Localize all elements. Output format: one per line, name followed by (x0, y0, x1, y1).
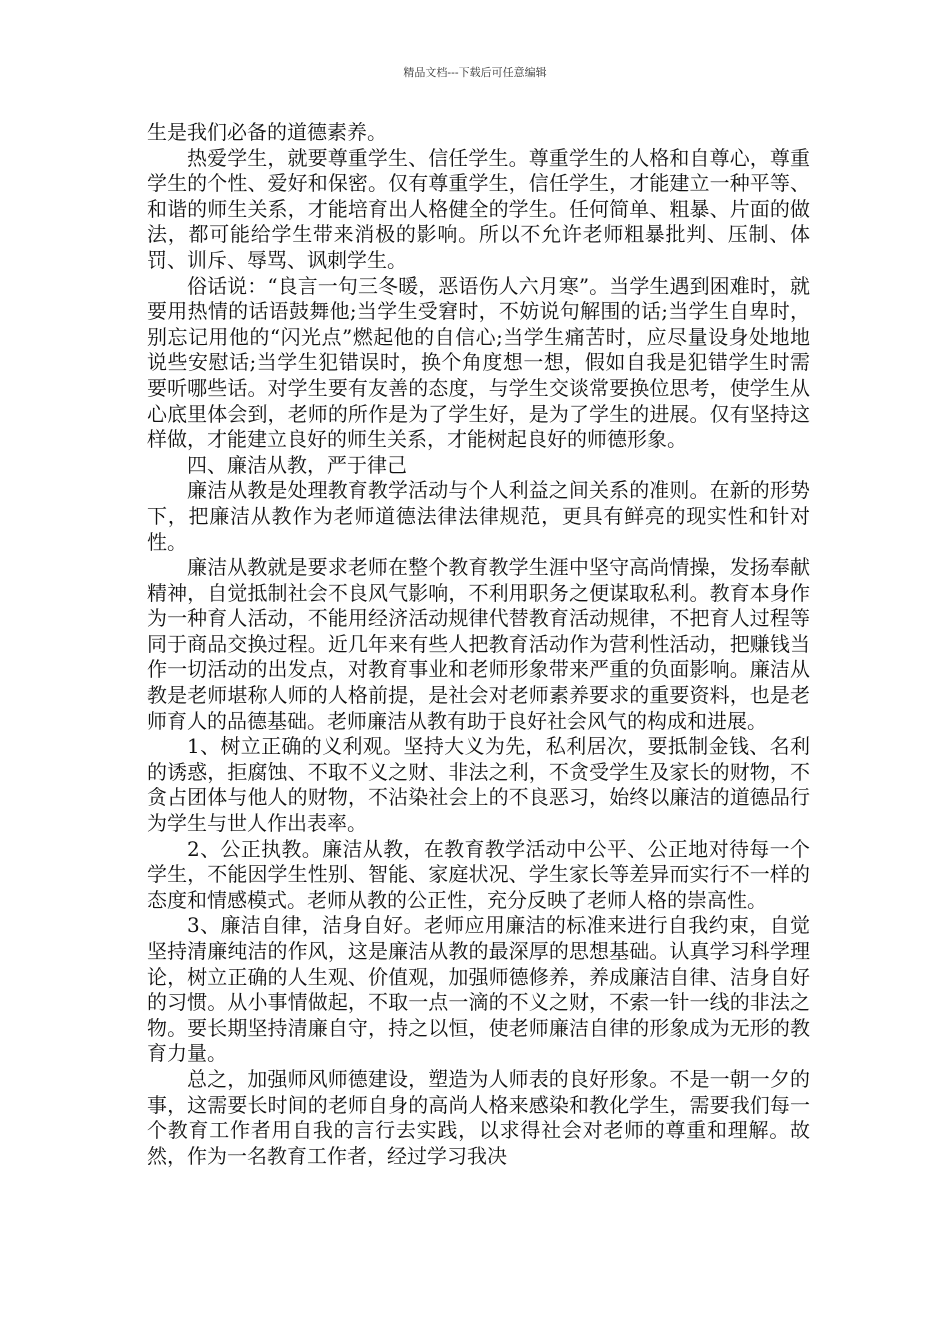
section-heading: 四、廉洁从教，严于律己 (187, 452, 407, 477)
paragraph: 廉洁从教就是要求老师在整个教育教学生涯中坚守高尚情操，发扬奉献精神，自觉抵制社会不良风气影响，不利用职务之便谋取私利。教育本身作为一种育人活动，不能用经济活动规律代替教育活动规律，不把育人过程等同于商品交换过程。近几年来有些人把教育活动作为营利性活动，把赚钱当作一切活动的出发点，对教育事业和老师形象带来严重的负面影响。廉洁从教是老师堪称人师的人格前提，是社会对老师素养要求的重要资料，也是老师育人的品德基础。老师廉洁从教有助于良好社会风气的构成和进展。 (147, 555, 810, 733)
paragraph: 生是我们必备的道德素养。 (147, 120, 387, 144)
paragraph: 总之，加强师风师德建设，塑造为人师表的良好形象。不是一朝一夕的事，这需要长时间的老师自身的高尚人格来感染和教化学生，需要我们每一个教育工作者用自我的言行去实践，以求得社会对老师的尊重和理解。故然，作为一名教育工作者，经过学习我决 (147, 1066, 810, 1168)
document-body (147, 120, 810, 1169)
paragraph: 1、树立正确的义利观。坚持大义为先，私利居次，要抵制金钱、名利的诱惑，拒腐蚀、不取不义之财、非法之利，不贪受学生及家长的财物，不贪占团体与他人的财物，不沾染社会上的不良恶习，始终以廉洁的道德品行为学生与世人作出表率。 (147, 734, 810, 836)
paragraph: 热爱学生，就要尊重学生、信任学生。尊重学生的人格和自尊心，尊重学生的个性、爱好和保密。仅有尊重学生，信任学生，才能建立一种平等、和谐的师生关系，才能培育出人格健全的学生。任何简单、粗暴、片面的做法，都可能给学生带来消极的影响。所以不允许老师粗暴批判、压制、体罚、训斥、辱骂、讽刺学生。 (147, 145, 810, 272)
paragraph: 2、公正执教。廉洁从教，在教育教学活动中公平、公正地对待每一个学生，不能因学生性别、智能、家庭状况、学生家长等差异而实行不一样的态度和情感模式。老师从教的公正性，充分反映了老师人格的崇高性。 (147, 836, 810, 912)
paragraph: 俗话说：“良言一句三冬暖，恶语伤人六月寒”。当学生遇到困难时，就要用热情的话语鼓舞他;当学生受窘时，不妨说句解围的话;当学生自卑时，别忘记用他的“闪光点”燃起他的自信心;当学生痛苦时，应尽量设身处地地说些安慰话;当学生犯错误时，换个角度想一想，假如自我是犯错学生时需要听哪些话。对学生要有友善的态度，与学生交谈常要换位思考，使学生从心底里体会到，老师的所作是为了学生好，是为了学生的进展。仅有坚持这样做，才能建立良好的师生关系，才能树起良好的师德形象。 (147, 273, 810, 452)
paragraph: 廉洁从教是处理教育教学活动与个人利益之间关系的准则。在新的形势下，把廉洁从教作为老师道德法律法律规范，更具有鲜亮的现实性和针对性。 (147, 478, 810, 554)
page-header: 精品文档---下载后可任意编辑 (403, 66, 547, 79)
paragraph: 3、廉洁自律，洁身自好。老师应用廉洁的标准来进行自我约束，自觉坚持清廉纯洁的作风，这是廉洁从教的最深厚的思想基础。认真学习科学理论，树立正确的人生观、价值观，加强师德修养，养成廉洁自律、洁身自好的习惯。从小事情做起，不取一点一滴的不义之财，不索一针一线的非法之物。要长期坚持清廉自守，持之以恒，使老师廉洁自律的形象成为无形的教育力量。 (147, 913, 810, 1066)
